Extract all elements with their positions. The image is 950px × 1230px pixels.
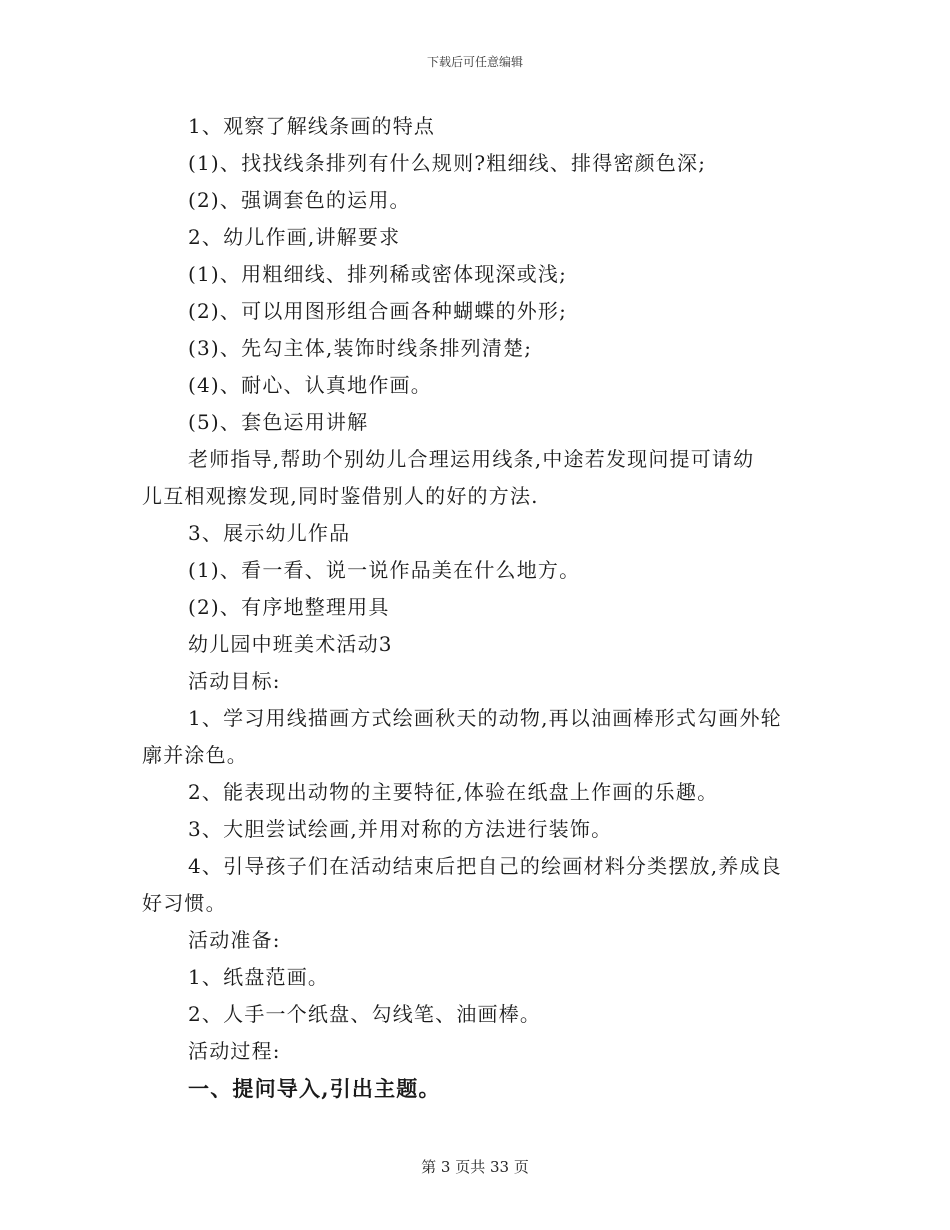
paragraph-line: (1)、用粗细线、排列稀或密体现深或浅; <box>188 262 568 286</box>
paragraph-line: 幼儿园中班美术活动3 <box>188 632 393 656</box>
paragraph-line: 2、人手一个纸盘、勾线笔、油画棒。 <box>188 1002 542 1026</box>
paragraph-line: 1、观察了解线条画的特点 <box>188 114 436 138</box>
paragraph-line: (3)、先勾主体,装饰时线条排列清楚; <box>188 336 533 360</box>
paragraph-line: 老师指导,帮助个别幼儿合理运用线条,中途若发现问提可请幼 <box>188 447 755 471</box>
paragraph-line: (1)、找找线条排列有什么规则?粗细线、排得密颜色深; <box>188 151 707 175</box>
page-footer: 第 3 页共 33 页 <box>421 1158 529 1176</box>
paragraph-line: (2)、可以用图形组合画各种蝴蝶的外形; <box>188 299 568 323</box>
paragraph-line: 活动准备: <box>188 928 281 952</box>
paragraph-line: 4、引导孩子们在活动结束后把自己的绘画材料分类摆放,养成良 <box>188 854 782 878</box>
paragraph-line: 2、幼儿作画,讲解要求 <box>188 225 401 249</box>
paragraph-line: 廓并涂色。 <box>142 743 248 767</box>
paragraph-line: 活动目标: <box>188 669 281 693</box>
paragraph-line: 2、能表现出动物的主要特征,体验在纸盘上作画的乐趣。 <box>188 780 719 804</box>
paragraph-line: (5)、套色运用讲解 <box>188 410 369 434</box>
paragraph-line: 活动过程: <box>188 1039 281 1063</box>
paragraph-line: (1)、看一看、说一说作品美在什么地方。 <box>188 558 581 582</box>
paragraph-line: 好习惯。 <box>142 891 227 915</box>
page-header: 下载后可任意编辑 <box>426 55 523 69</box>
paragraph-line: 1、纸盘范画。 <box>188 965 330 989</box>
paragraph-line: (2)、有序地整理用具 <box>188 595 390 619</box>
paragraph-line: 3、展示幼儿作品 <box>188 521 351 545</box>
paragraph-line: 3、大胆尝试绘画,并用对称的方法进行装饰。 <box>188 817 613 841</box>
paragraph-line: (4)、耐心、认真地作画。 <box>188 373 432 397</box>
paragraph-line: (2)、强调套色的运用。 <box>188 188 411 212</box>
document-body <box>142 108 810 1107</box>
section-heading: 一、提问导入,引出主题。 <box>188 1076 441 1101</box>
paragraph-line: 儿互相观擦发现,同时鉴借别人的好的方法. <box>142 484 539 508</box>
paragraph-line: 1、学习用线描画方式绘画秋天的动物,再以油画棒形式勾画外轮 <box>188 706 782 730</box>
